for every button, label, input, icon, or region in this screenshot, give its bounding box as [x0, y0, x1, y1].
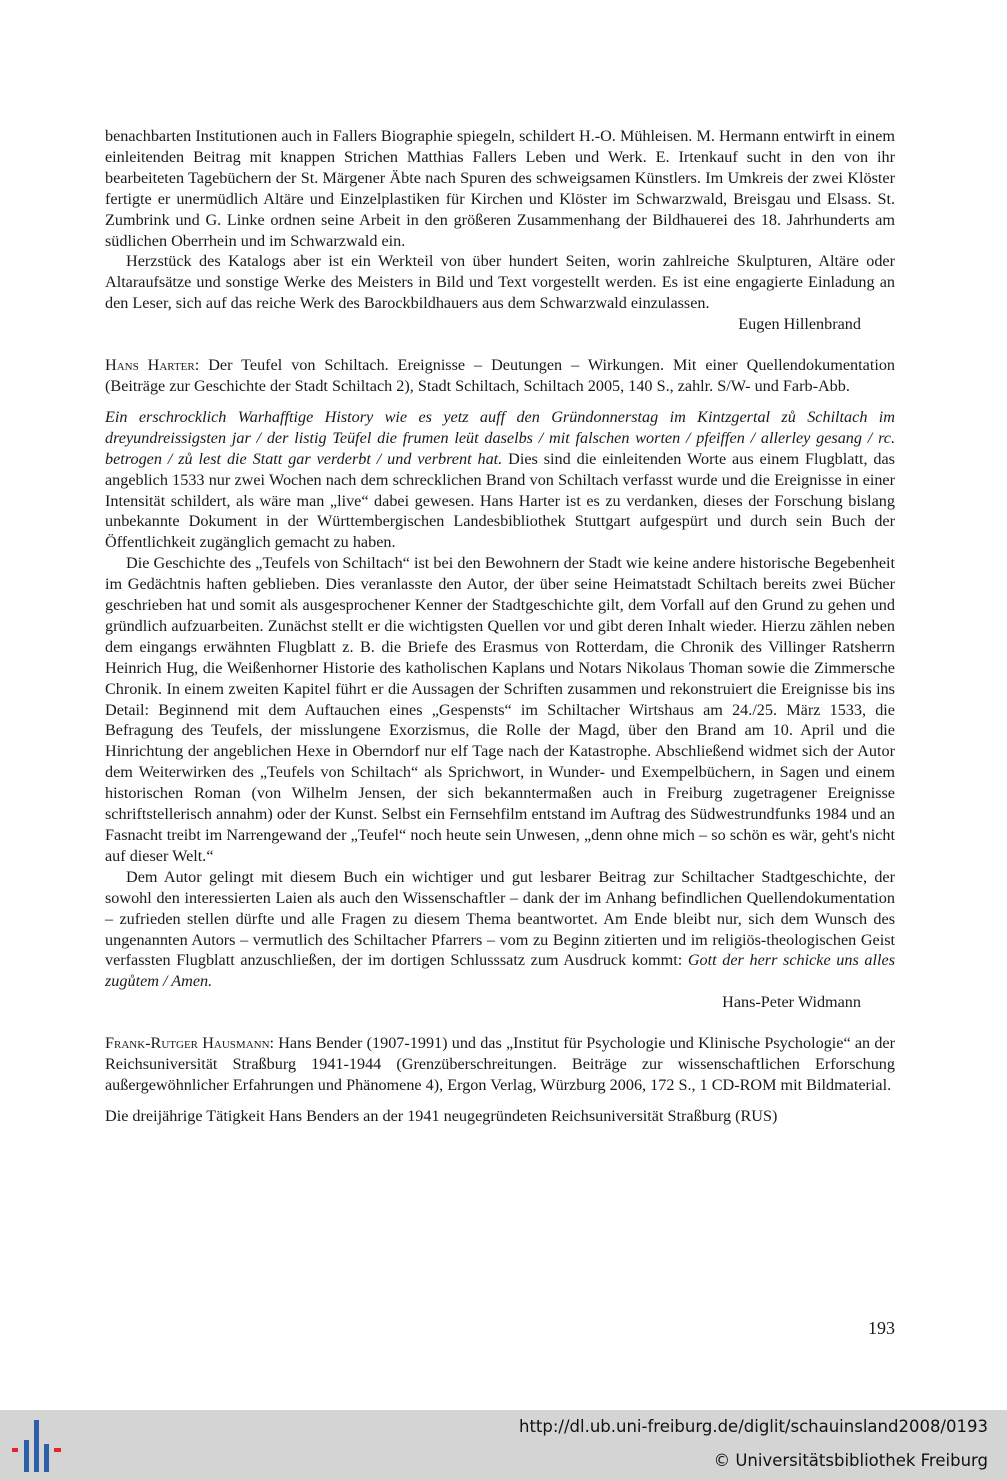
review-author: Frank-Rutger Hausmann [105, 1034, 270, 1053]
document-body [105, 126, 895, 1127]
page-number: 193 [868, 1318, 895, 1338]
paragraph: Herzstück des Katalogs aber ist ein Werkteil von über hundert Seiten, worin zahlreiche Skulpturen, Altäre oder Altaraufsätze und sonstige Werke des Meisters in Bild und Text vorgestellt werden. Es ist eine engagierte Einladung an den Leser, sich auf das reiche Werk des Barockbildhauers aus dem Schwarzwald einzulassen. [105, 252, 895, 313]
reviewer-signature: Hans-Peter Widmann [722, 993, 861, 1012]
paragraph [105, 867, 895, 992]
review-author: Hans Harter [105, 356, 195, 375]
ub-freiburg-logo-icon [10, 1418, 64, 1474]
paragraph: Die dreijährige Tätigkeit Hans Benders an der 1941 neugegründeten Reichsuniversität Straßburg (RUS) [105, 1106, 778, 1125]
paragraph: Die Geschichte des „Teufels von Schiltach“ ist bei den Bewohnern der Stadt wie keine andere historische Begebenheit im Gedächtnis haften geblieben. Dies veranlasste den Autor, der über seine Heimatstadt Schiltach bereits zwei Bücher geschrieben hat und somit als ausgesprochener Kenner der Stadtgeschichte gilt, dem Vorfall auf den Grund zu gehen und gründlich aufzuarbeiten. Zunächst stellt er die wichtigsten Quellen vor und gibt deren Inhalt wieder. Hierzu zählen neben dem eingangs erwähnten Flugblatt z. B. die Briefe des Erasmus von Rotterdam, die Chronik des Villinger Ratsherrn Heinrich Hug, die Weißenhorner Historie des katholischen Kaplans und Notars Nikolaus Thoman sowie die Zimmersche Chronik. In einem zweiten Kapitel führt er die Aussagen der Schriften zusammen und rekonstruiert die Ereignisse bis ins Detail: Beginnend mit dem Auftauchen eines „Gespensts“ im Schiltacher Wirtshaus am 24./25. März 1533, die Befragung des Teufels, der misslungene Exorzismus, die Rolle der Magd, über den Brand am 10. April und die Hinrichtung der angeblichen Hexe in Oberndorf nur elf Tage nach der Katastrophe. Abschließend widmet sich der Autor dem Weiterwirken des „Teufels von Schiltach“ als Sprichwort, in Wunder- und Exempelbüchern, in Sagen und einem historischen Roman (von Wilhelm Jensen, der sich bekanntermaßen auch in Freiburg zugetragener Ereignisse schriftstellerisch annahm) oder der Kunst. Selbst ein Fernsehfilm entstand im Auftrag des Südwestrundfunks 1984 und an Fasnacht treibt im Narrengewand der „Teufel“ noch heute sein Unwesen, „denn ohne mich – so schön es wär, geht's nicht auf dieser Welt.“ [105, 554, 895, 865]
footer-band [0, 1410, 1007, 1480]
paragraph-text: Dem Autor gelingt mit diesem Buch ein wichtiger und gut lesbarer Beitrag zur Schiltacher Stadtgeschichte, der sowohl den interessierten Laien als auch den Wissenschaftler – dank der im Anhang befindlichen Quellendokumentation – zufrieden stellen dürfte und alle Fragen zu diesem Thema beantwortet. Am Ende bleibt nur, sich dem Wunsch des ungenannten Autors – vermutlich des Schiltacher Pfarrers – vom zu Beginn zitierten und im religiös-theologischen Geist verfassten Flugblatt anzuschließen, der im dortigen Schlusssatz zum Ausdruck kommt: [105, 867, 895, 970]
paragraph-text: Dies sind die einleitenden Worte aus einem Flugblatt, das angeblich 1533 nur zwei Wochen nach dem schrecklichen Brand von Schiltach verfasst wurde und die Ereignisse in einer Intensität schildert, als wäre man „live“ dabei gewesen. Hans Harter ist es zu verdanken, dieses der Forschung bislang unbekannte Dokument in der Württembergischen Landesbibliothek Stuttgart aufgespürt und durch sein Buch der Öffentlichkeit zugänglich gemacht zu haben. [105, 449, 895, 552]
reviewer-signature: Eugen Hillenbrand [738, 315, 861, 334]
citation-text: : Der Teufel von Schiltach. Ereignisse – Deutungen – Wirkungen. Mit einer Quellendokumentation (Beiträge zur Geschichte der Stadt Schiltach 2), Stadt Schiltach, Schiltach 2005, 140 S., zahlr. S/W- und Farb-Abb. [105, 356, 896, 395]
review-citation [105, 355, 895, 397]
copyright-text: © Universitätsbibliothek Freiburg [713, 1451, 988, 1470]
citation-text: : Hans Bender (1907-1991) und das „Institut für Psychologie und Klinische Psychologie“ an der Reichsuniversität Straßburg 1941-1944 (Grenzüberschreitungen. Beiträge zur wissenschaftlichen Erforschung außergewöhnlicher Erfahrungen und Phänomene 4), Ergon Verlag, Würzburg 2006, 172 S., 1 CD-ROM mit Bildmaterial. [105, 1034, 895, 1094]
document-url-link[interactable]: http://dl.ub.uni-freiburg.de/diglit/schauinsland2008/0193 [518, 1417, 988, 1436]
paragraph: benachbarten Institutionen auch in Fallers Biographie spiegeln, schildert H.-O. Mühleisen. M. Hermann entwirft in einem einleitenden Beitrag mit knappen Strichen Matthias Fallers Leben und Werk. E. Irtenkauf sucht in den von ihr bearbeiteten Tagebüchern der St. Märgener Äbte nach Spuren des schweigsamen Künstlers. Im Umkreis der zwei Klöster fertigte er unermüdlich Altäre und Einzelplastiken für Kirchen und Klöster im Schwarzwald, Breisgau und Elsass. St. Zumbrink und G. Linke ordnen seine Arbeit in den größeren Zusammenhang der Bildhauerei des 18. Jahrhunderts am südlichen Oberrhein und im Schwarzwald ein. [105, 127, 895, 250]
review-citation [105, 1033, 895, 1096]
italic-quote: Gott der herr schicke uns alles zugůtem / Amen. [105, 951, 895, 991]
italic-quote: Ein erschrocklich Warhafftige History wie es yetz auff den Gründonnerstag im Kintzgertal zů Schiltach im dreyundreissigsten jar / der listig Teüfel die frumen leüt daselbs / mit falschen worten / pfeiffen / allerley gesang / rc. betrogen / zů lest die Statt gar verderbt / und verbrent hat. [105, 407, 895, 468]
paragraph [105, 407, 895, 553]
